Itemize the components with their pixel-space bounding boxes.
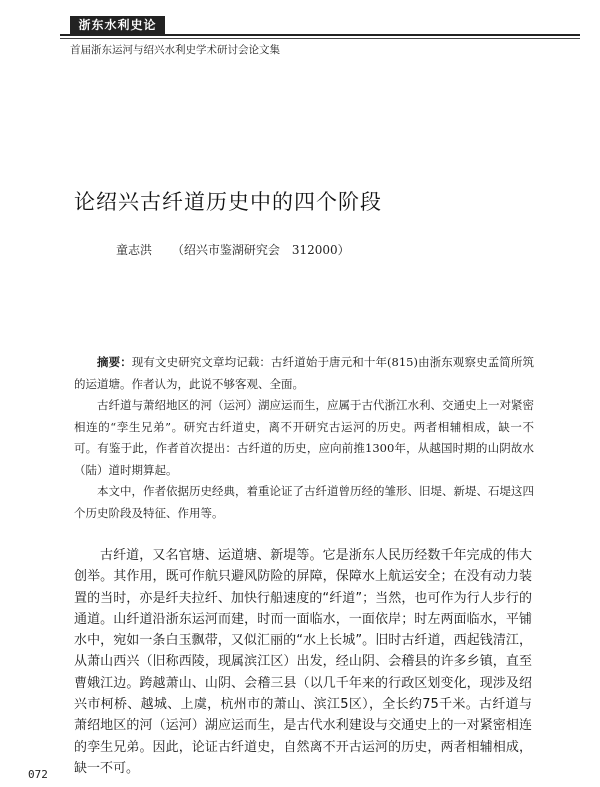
abstract-paragraph (74, 352, 534, 395)
page-number: 072 (28, 768, 48, 781)
volume-title: 首届浙东运河与绍兴水利史学术研讨会论文集 (70, 44, 280, 56)
abstract-label: 摘要： (97, 355, 132, 369)
abstract-text: 现有文史研究文章均记载：古纤道始于唐元和十年(815)由浙东观察史孟简所筑的运道塘。作者认为，此说不够客观、全面。 (74, 355, 535, 391)
header-rule (60, 34, 580, 36)
author-name: 童志洪 (116, 243, 153, 257)
byline (116, 241, 366, 258)
series-label: 浙东水利史论 (70, 16, 165, 35)
abstract-paragraph: 古纤道与萧绍地区的河（运河）湖应运而生，应属于古代浙江水利、交通史上一对紧密相连的“孪生兄弟”。研究古纤道史，离不开研究古运河的历史。两者相辅相成，缺一不可。有鉴于此，作者首次提出：古纤道的历史，应向前推1300年，从越国时期的山阴故水（陆）道时期算起。 (74, 398, 534, 477)
article-title: 论绍兴古纤道历史中的四个阶段 (74, 190, 382, 214)
body-paragraph: 古纤道，又名官塘、运道塘、新堤等。它是浙东人民历经数千年完成的伟大创举。其作用，既可作航只避风防险的屏障，保障水上航运安全；在没有动力装置的当时，亦是纤夫拉纤、加快行船速度的“纤道”；当然，也可作为行人步行的通道。山纤道沿浙东运河而建，时而一面临水，一面依岸；时左两面临水，平铺水中，宛如一条白玉飘带，又似汇丽的“水上长城”。旧时古纤道，西起钱清江，从萧山西兴（旧称西陵，现属滨江区）出发，经山阴、会稽县的许多乡镇，直至曹娥江边。跨越萧山、山阴、会稽三县（以几千年来的行政区划变化，现涉及绍兴市柯桥、越城、上虞，杭州市的萧山、滨江5区），全长约75千米。古纤道与萧绍地区的河（运河）湖应运而生，是古代水利建设与交通史上的一对紧密相连的孪生兄弟。因此，论证古纤道史，自然离不开古运河的历史，两者相辅相成，缺一不可。 (74, 548, 532, 776)
abstract-paragraph: 本文中，作者依据历史经典，着重论证了古纤道曾历经的雏形、旧堤、新堤、石堤这四个历史阶段及特征、作用等。 (74, 484, 534, 520)
header-rule-thin (60, 38, 580, 39)
body-text (74, 545, 532, 779)
abstract (74, 352, 534, 524)
author-affiliation: （绍兴市鉴湖研究会 312000） (171, 243, 350, 257)
